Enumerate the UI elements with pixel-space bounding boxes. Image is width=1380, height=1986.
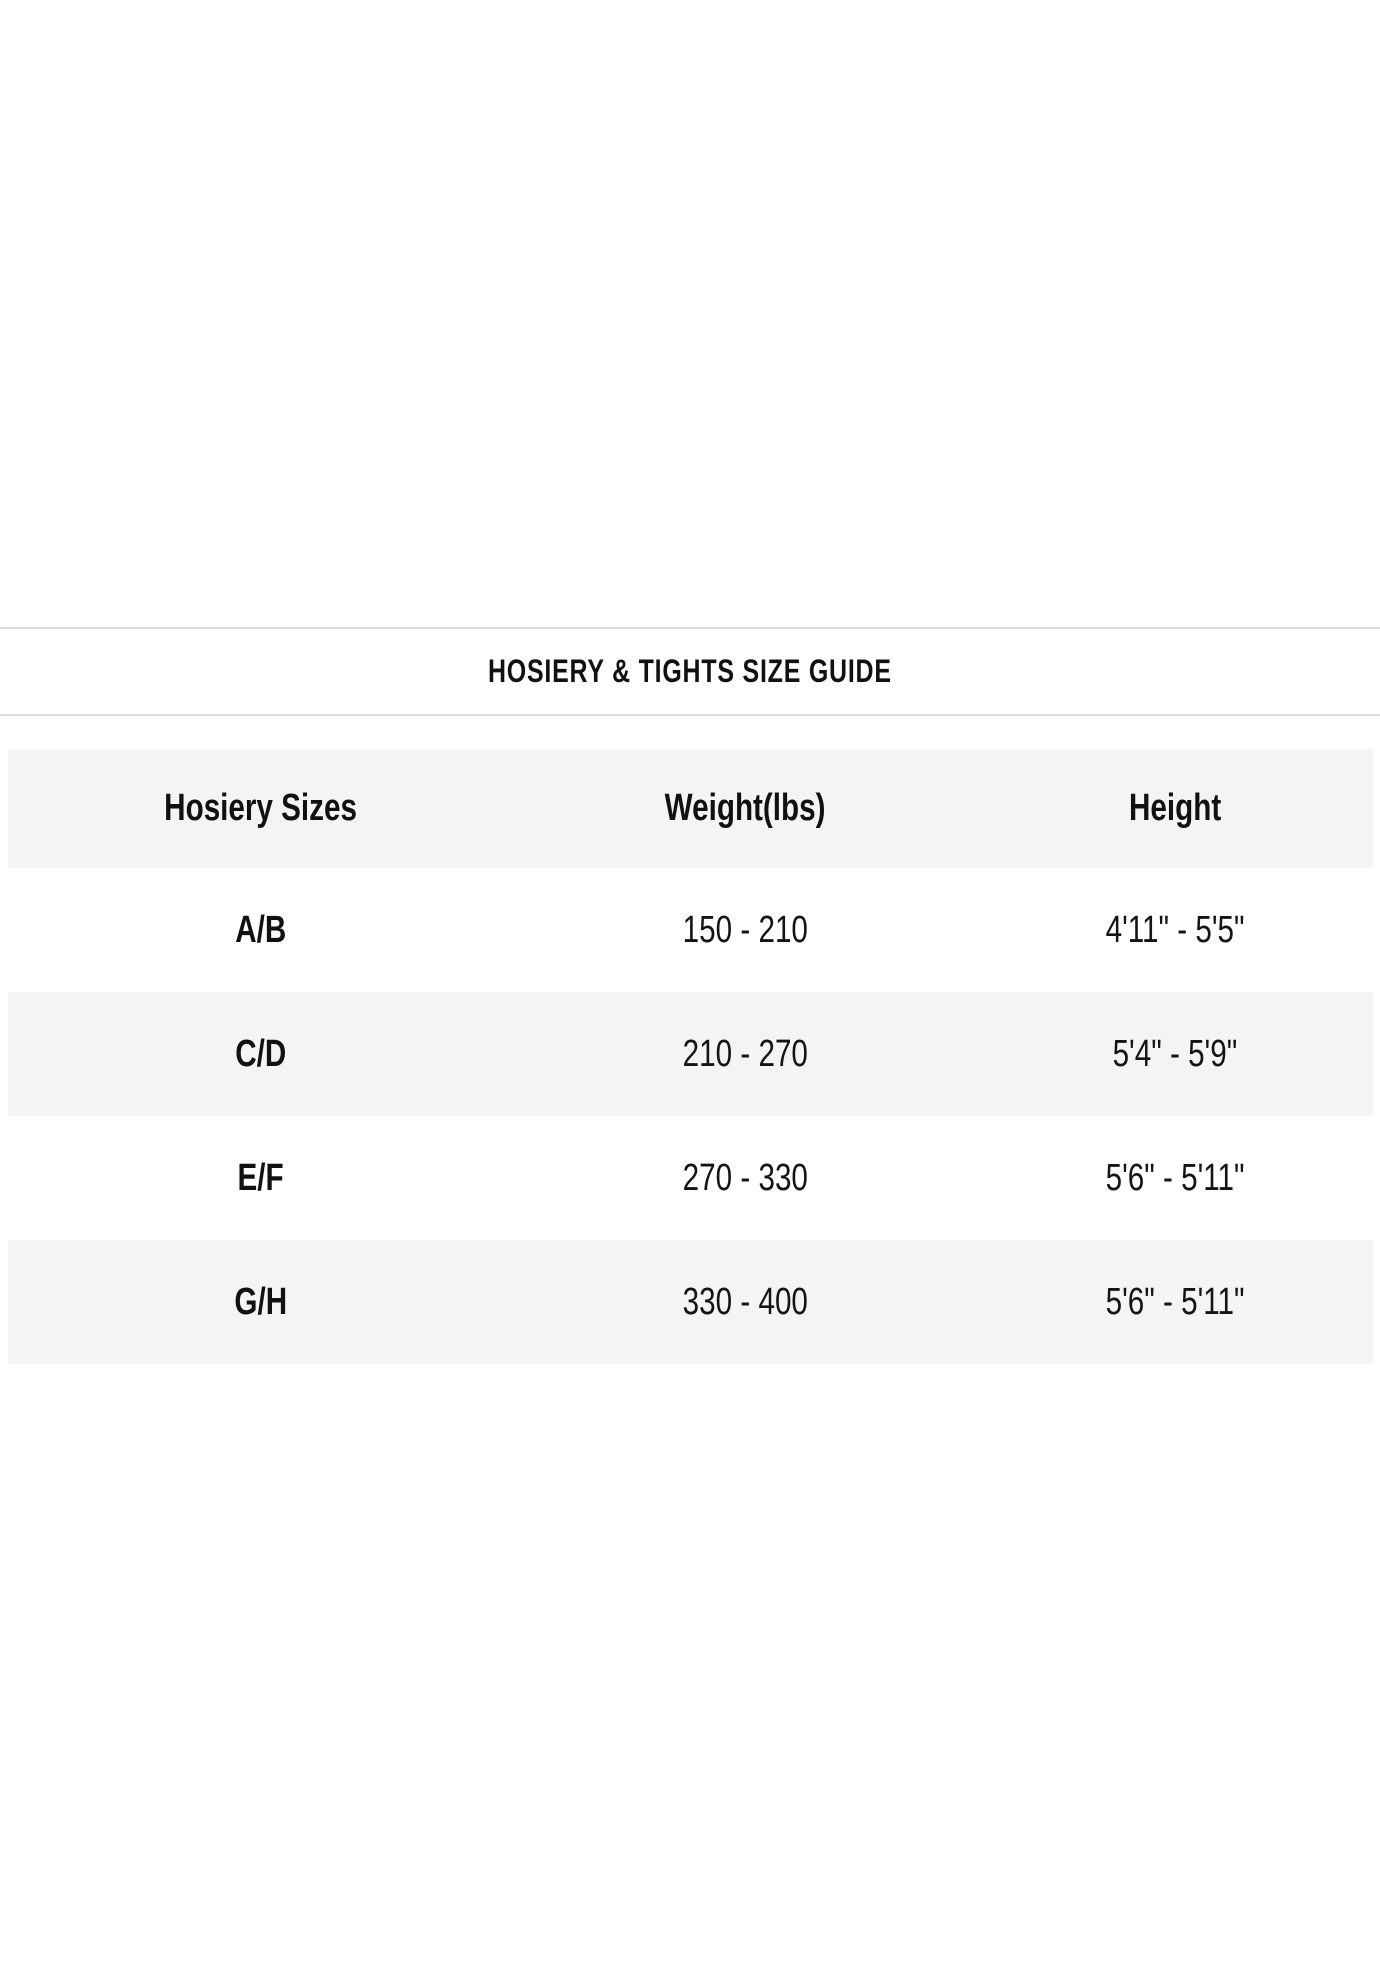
table-row-ef — [8, 1116, 1373, 1240]
size-guide-title-text: HOSIERY & TIGHTS SIZE GUIDE — [488, 653, 892, 689]
size-label: E/F — [237, 1156, 284, 1199]
size-label: C/D — [234, 1032, 287, 1075]
divider-line-top — [0, 627, 1380, 629]
height-value: 4'11" - 5'5" — [1105, 908, 1245, 951]
size-label: G/H — [234, 1280, 287, 1323]
table-header-row — [8, 749, 1373, 868]
height-value: 5'6" - 5'11" — [1105, 1280, 1245, 1323]
column-header-hosiery-sizes: Hosiery Sizes — [164, 787, 357, 829]
size-label: A/B — [234, 908, 287, 951]
weight-value: 150 - 210 — [682, 908, 808, 951]
height-value: 5'4" - 5'9" — [1112, 1032, 1238, 1075]
weight-value: 210 - 270 — [682, 1032, 808, 1075]
column-header-weight: Weight(lbs) — [664, 787, 826, 829]
column-header-height: Height — [1128, 787, 1222, 829]
weight-value: 330 - 400 — [682, 1280, 808, 1323]
divider-line-bottom — [0, 714, 1380, 716]
size-guide-title — [0, 652, 1380, 690]
table-row-cd — [8, 992, 1373, 1116]
weight-value: 270 - 330 — [682, 1156, 808, 1199]
size-guide-table — [8, 749, 1373, 1364]
table-row-ab — [8, 868, 1373, 992]
height-value: 5'6" - 5'11" — [1105, 1156, 1245, 1199]
table-row-gh — [8, 1240, 1373, 1364]
